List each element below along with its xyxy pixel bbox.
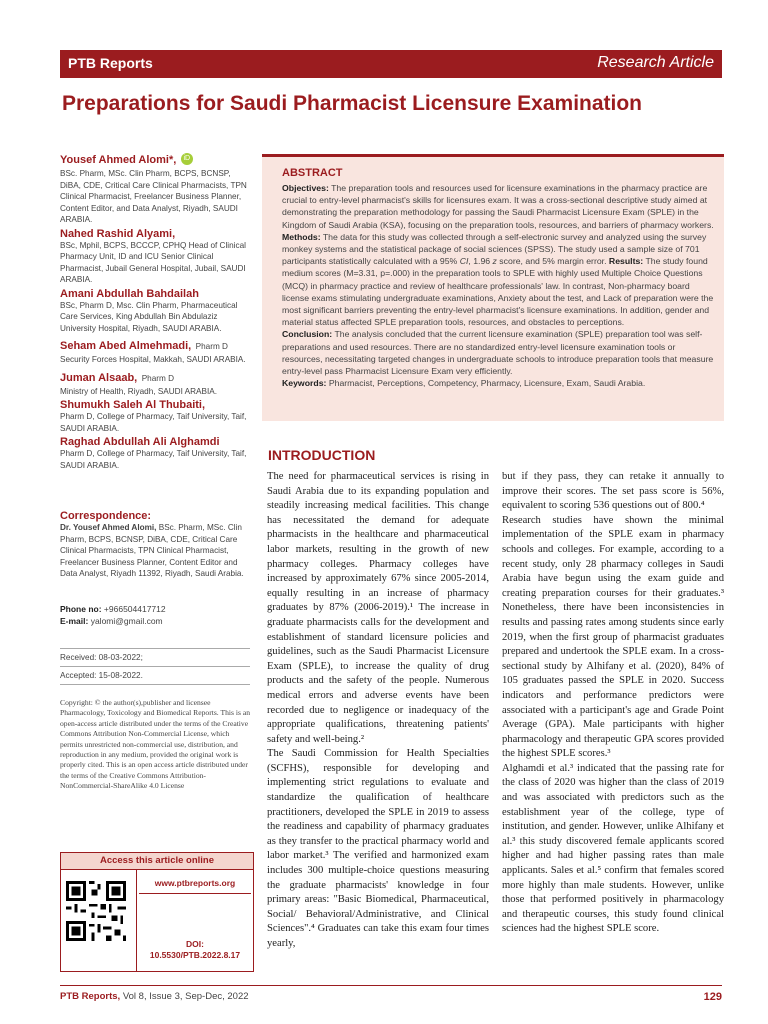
abstract-heading: ABSTRACT xyxy=(282,167,343,179)
email-value[interactable]: yalomi@gmail.com xyxy=(88,616,163,626)
author-entry xyxy=(60,150,250,226)
introduction-heading: INTRODUCTION xyxy=(268,447,376,463)
paragraph: The Saudi Commission for Health Specialties (SCFHS), responsible for developing and implementing strict regulations to evaluate and standardize the qualification of healthcare practitioners, developed the SPLE in 2019 to assess the readiness and capability of pharmacy graduates as they transfer to the practical pharmacy world and labor market.³ The verified and harmonized exam includes 300 multiple-choice questions measuring the graduate pharmacists' knowledge in four primary areas: "Basic Biomedical, Pharmaceutical, Social/ Behavioral/Administrative, and Clinical Sciences".⁴ Graduates can take this exam four times yearly, xyxy=(267,748,489,949)
correspondence-heading: Correspondence: xyxy=(60,510,152,522)
conclusion-text: The analysis concluded that the current licensure examination (SPLE) preparation tool was self-preparations and used resources. There are no standardized entry-level licensure examination tools or resources, necessitating targeted changes in undergraduate schools to introduce preparation tools that measure entry-level pass Pharmacist Licensure Exam very efficiently. xyxy=(282,329,714,377)
objectives-text: The preparation tools and resources used for licensure examinations in the pharmacy practice are crucial to entry-level pharmacist's skills for licensures exam. It was a cross-sectional descriptive study aimed at demonstrating the preparation methodology for passing the Saudi Pharmacist Licensure Exam (SPLE) in the Kingdom of Saudi Arabia (KSA), focusing on the preparation tools, resources, and barriers of pharmacy workers. xyxy=(282,183,714,230)
accepted-date: Accepted: 15-08-2022. xyxy=(60,666,250,685)
author-affiliation: BSc, Pharm D, Msc. Clin Pharm, Pharmaceutical Care Services, King Abdullah Bin Abdulaziz University Hospital, Riyadh, SAUDI ARABIA. xyxy=(60,300,238,333)
paragraph: but if they pass, they can retake it annually to improve their scores. The set pass score is 56%, equivalent to scoring 536 questions out of 800.⁴ xyxy=(502,471,724,512)
journal-url-link[interactable]: www.ptbreports.org xyxy=(139,878,251,894)
methods-text-c: score, and 5% margin error. xyxy=(496,256,609,267)
phone-line xyxy=(60,603,250,615)
footer-issue: Vol 8, Issue 3, Sep-Dec, 2022 xyxy=(120,991,249,1002)
article-title: Preparations for Saudi Pharmacist Licensure Examination xyxy=(62,92,643,115)
results-label: Results: xyxy=(608,256,644,267)
author-name: Seham Abed Almehmadi, xyxy=(60,340,192,352)
copyright-notice: Copyright: © the author(s),publisher and licensee Pharmacology, Toxicology and Biomedical Reports. This is an open-access article distributed under the terms of the Creative Commons Attribution Non-Commercial License, which permits unrestricted non-commercial use, distribution, and reproduction in any medium, provided the original work is properly cited. This is an open access article distributed under the terms of the Creative Commons Attribution-NonCommercial-ShareAlike 4.0 License xyxy=(60,698,250,791)
contact-block xyxy=(60,603,250,627)
conclusion-label: Conclusion: xyxy=(282,329,333,340)
author-name: Shumukh Saleh Al Thubaiti, xyxy=(60,399,206,411)
abstract-box xyxy=(262,154,724,421)
objectives-label: Objectives: xyxy=(282,183,329,193)
received-date: Received: 08-03-2022; xyxy=(60,648,250,666)
article-dates xyxy=(60,648,250,685)
author-name: Juman Alsaab, xyxy=(60,371,138,384)
journal-brand: PTB Reports xyxy=(68,55,153,71)
methods-ci: CI xyxy=(459,256,469,267)
abstract-body xyxy=(282,182,714,389)
access-heading: Access this article online xyxy=(61,853,253,870)
correspondence-block xyxy=(60,510,250,580)
doi-label: DOI: xyxy=(186,939,204,949)
page-number: 129 xyxy=(703,991,722,1003)
journal-header-bar xyxy=(60,50,722,78)
author-entry xyxy=(60,336,250,366)
methods-label: Methods: xyxy=(282,231,321,242)
methods-text: The data for this study was collected through a self-electronic survey and analyzed using the survey monkey systems and the statistical package of social sciences (SPSS). The study used a sample size of 701 participants statistically calculated with a 95% xyxy=(282,231,707,267)
author-entry xyxy=(60,399,250,434)
author-degree: Pharm D xyxy=(141,373,174,383)
article-type: Research Article xyxy=(597,54,714,71)
introduction-column-2 xyxy=(502,470,724,937)
orcid-icon[interactable]: iD xyxy=(181,153,193,165)
author-affiliation: Ministry of Health, Riyadh, SAUDI ARABIA. xyxy=(60,386,217,396)
author-affiliation: BSc. Pharm, MSc. Clin Pharm, BCPS, BCNSP, DiBA, CDE, Critical Care Clinical Pharmacists, TPN Clinical Pharmacist, Freelancer Business Planner, Content Editor, and Data Analyst, Riyadh, SAUDI ARABIA. xyxy=(60,169,247,224)
paragraph: The need for pharmaceutical services is rising in Saudi Arabia due to its expanding population and steadily increasing medical facilities. This change has necessitated the demand for adequate pharmacists in the healthcare and pharmaceutical labor markets, resulting in the growth of new pharmacy colleges. Pharmacy colleges have increased by approximately 67% since 2005-2014, equally resulting in an increase of pharmacy graduates by 87% (2006-2019).¹ The increase in graduate pharmacists calls for the development and establishment of standard licensure policies and guidelines, such as the Saudi Pharmacist Licensure Exam (SPLE), to increase the quality of drug products and the safety of the people. Numerous medical errors and adverse events have been recorded due to negligence or inadequacy of the appropriate qualifications, threatening patients' safety and well-being.² xyxy=(267,471,489,745)
access-online-box xyxy=(60,852,254,972)
author-affiliation: BSc, Mphil, BCPS, BCCCP, CPHQ Head of Clinical Pharmacy Unit, ID and ICU Senior Clinical Pharmacist, Jubail General Hospital, Jubail, SAUDI ARABIA. xyxy=(60,240,246,284)
email-label: E-mail: xyxy=(60,616,89,626)
page-footer xyxy=(60,985,722,1014)
correspondence-details: BSc. Pharm, MSc. Clin Pharm, BCPS, BCNSP, DiBA, CDE, Critical Care Clinical Pharmacists, TPN Clinical Pharmacist, Freelancer Business Planner, Content Editor and Data Analyst, Riyadh 11392, Riyadh, Saudi Arabia. xyxy=(60,523,244,578)
footer-citation xyxy=(60,991,249,1002)
footer-journal: PTB Reports, xyxy=(60,991,121,1002)
methods-text-b: , 1.96 xyxy=(468,256,493,267)
keywords-label: Keywords: xyxy=(282,378,327,389)
doi-link[interactable]: 10.5530/PTB.2022.8.17 xyxy=(149,950,241,960)
author-name: Yousef Ahmed Alomi*, xyxy=(60,154,177,166)
paragraph: Alghamdi et al.³ indicated that the passing rate for the class of 2020 was higher than the class of 2019 and was associated with predictors such as the establishment year of the college, type of institution, and gender. However, unlike Alhifany et al.³ this study discovered female applicants scored higher and had higher passing rates than male applicants. Sales et al.⁵ confirm that females scored more highly than male students. However, unlike those that performed positively in pharmacology and therapeutic courses, this study found clinical sciences had the highest SPLE score. xyxy=(502,762,724,935)
author-affiliation: Pharm D, College of Pharmacy, Taif University, Taif, SAUDI ARABIA. xyxy=(60,412,247,433)
qr-code-icon xyxy=(66,881,126,941)
author-entry xyxy=(60,288,250,335)
author-name: Raghad Abdullah Ali Alghamdi xyxy=(60,436,220,448)
results-text: The study found medium scores (M=3.31, p=.000) in the preparation tools to SPLE with highly used Multiple Choice Questions (MCQ) in pharmacy practice and review of healthcare professionals' law. In contrast, Non-pharmacy board license exams stimulating undergraduate examinations, Anxiety about the test, and Lack of preparation were the most significant barriers preventing the entry-level pharmacist's licensure examinations. In addition, gender and material status affected SPLE preparation tools, resources, and obstacles to perceptions. xyxy=(282,256,714,328)
doi-block xyxy=(139,939,251,961)
introduction-column-1 xyxy=(267,470,489,952)
email-line xyxy=(60,615,250,627)
correspondence-name: Dr. Yousef Ahmed Alomi, xyxy=(60,523,157,532)
author-list xyxy=(60,150,250,473)
paragraph: Research studies have shown the minimal implementation of the SPLE exam in pharmacy schools and colleges. For example, according to a recent study, only 28 pharmacy colleges in Saudi Arabia have begun using the exam guide and creating preparation courses for their graduates.³ Nonetheless, there have been inconsistencies in results and passing rates among students since early 2019, when the first group of pharmacist graduates prepared and undertook the SPLE exam. In a cross-sectional study by Alhifany et al. (2020), 84% of 105 graduates passed the SPLE in 2020. Success indicators and performance predictors were associated with a participant's age and Grade Point Average (GPA). Male participants with higher pharmacology and therapeutic GPA scores provided the highest SPLE scores.³ xyxy=(502,514,724,760)
phone-value: +966504417712 xyxy=(101,604,166,614)
access-divider xyxy=(136,870,137,971)
keywords-text: Pharmacist, Perceptions, Competency, Pharmacy, Licensure, Exam, Saudi Arabia. xyxy=(326,378,646,389)
author-degree: Pharm D xyxy=(195,342,228,351)
methods-z: z xyxy=(492,256,497,267)
author-affiliation: Security Forces Hospital, Makkah, SAUDI ARABIA. xyxy=(60,355,246,364)
author-affiliation: Pharm D, College of Pharmacy, Taif University, Taif, SAUDI ARABIA. xyxy=(60,449,247,470)
author-entry xyxy=(60,228,250,286)
author-name: Amani Abdullah Bahdailah xyxy=(60,287,199,300)
author-entry xyxy=(60,368,250,398)
author-name: Nahed Rashid Alyami, xyxy=(60,227,176,240)
author-entry xyxy=(60,436,250,471)
phone-label: Phone no: xyxy=(60,604,102,614)
correspondence-text xyxy=(60,522,250,580)
